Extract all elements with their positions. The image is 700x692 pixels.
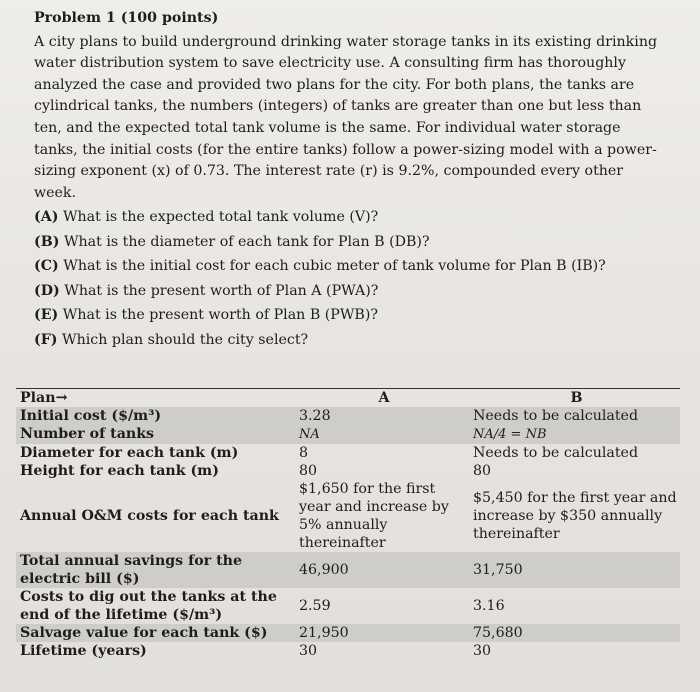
plan-a-value: 46,900 bbox=[295, 552, 469, 588]
question-tag: (E) bbox=[34, 307, 59, 324]
row-label: Lifetime (years) bbox=[20, 643, 147, 659]
plan-b-value: 3.16 bbox=[473, 598, 505, 614]
row-label: Initial cost ($/m³) bbox=[16, 407, 295, 425]
plan-b-value: Needs to be calculated bbox=[473, 445, 639, 461]
plan-b-value: Needs to be calculated bbox=[469, 407, 680, 425]
plan-a-value: 21,950 bbox=[295, 624, 469, 642]
plan-b-value: 75,680 bbox=[469, 624, 680, 642]
table-row bbox=[16, 462, 680, 480]
problem-paragraph: A city plans to build underground drinking water storage tanks in its existing drinking water distribution system to save electricity use. A consulting firm has thoroughly analyzed the case and provided two plans for the city. For both plans, the tanks are cylindrical tanks, the numbers (integers) of tanks are greater than one but less than ten, and the expected total tank volume is the same. For individual water storage tanks, the initial costs (for the entire tanks) follow a power-sizing model with a power-sizing exponent (x) of 0.73. The interest rate (r) is 9.2%, compounded every other week. bbox=[34, 33, 658, 201]
question-text: What is the initial cost for each cubic meter of tank volume for Plan B (IB)? bbox=[63, 258, 606, 275]
row-label: Total annual savings for the electric bill ($) bbox=[16, 552, 295, 588]
question-text: What is the expected total tank volume (V)? bbox=[62, 209, 379, 226]
row-label: Salvage value for each tank ($) bbox=[16, 624, 295, 642]
row-label: Annual O&M costs for each tank bbox=[20, 508, 279, 524]
question-b bbox=[34, 230, 664, 255]
question-tag: (D) bbox=[34, 282, 60, 299]
plan-a-tank-count: NA bbox=[299, 427, 320, 442]
header-label: Plan→ bbox=[20, 390, 68, 406]
plan-a-value: 2.59 bbox=[299, 598, 331, 614]
row-label: Diameter for each tank (m) bbox=[20, 445, 239, 461]
table-row bbox=[16, 624, 680, 642]
plan-a-value: 80 bbox=[299, 463, 318, 479]
row-label: Number of tanks bbox=[16, 425, 295, 444]
row-label: Height for each tank (m) bbox=[20, 463, 219, 479]
question-text: What is the diameter of each tank for Plan B (DB)? bbox=[63, 233, 430, 250]
plan-a-value: 8 bbox=[299, 445, 309, 461]
question-text: Which plan should the city select? bbox=[62, 331, 309, 348]
table-row bbox=[16, 642, 680, 660]
plan-comparison-table bbox=[16, 388, 680, 660]
row-label: Costs to dig out the tanks at the end of the lifetime ($/m³) bbox=[20, 589, 277, 623]
plan-b-value bbox=[469, 425, 680, 444]
question-text: What is the present worth of Plan B (PWB)? bbox=[62, 307, 378, 324]
question-tag: (C) bbox=[34, 258, 59, 275]
header-plan-a: A bbox=[378, 390, 390, 406]
question-tag: (F) bbox=[34, 331, 58, 348]
table-row bbox=[16, 444, 680, 462]
question-c bbox=[34, 254, 664, 279]
table-row bbox=[16, 588, 680, 624]
question-tag: (B) bbox=[34, 233, 60, 250]
question-f bbox=[34, 328, 664, 353]
table-header-row bbox=[16, 389, 680, 408]
plan-b-value: 31,750 bbox=[469, 552, 680, 588]
plan-b-value: $5,450 for the first year and increase by $350 annually thereinafter bbox=[473, 490, 677, 542]
question-list bbox=[34, 205, 664, 352]
problem-title: Problem 1 (100 points) bbox=[34, 10, 219, 26]
question-a bbox=[34, 205, 664, 230]
question-text: What is the present worth of Plan A (PWA)? bbox=[64, 282, 379, 299]
table-row bbox=[16, 407, 680, 425]
problem-statement bbox=[34, 8, 664, 352]
plan-a-value: 30 bbox=[299, 643, 318, 659]
plan-a-value: 3.28 bbox=[295, 407, 469, 425]
table-row bbox=[16, 552, 680, 588]
plan-a-value: $1,650 for the first year and increase by 5% annually thereinafter bbox=[299, 481, 449, 551]
plan-a-value bbox=[295, 425, 469, 444]
plan-b-value: 80 bbox=[473, 463, 492, 479]
plan-b-tank-count: NA/4 = NB bbox=[473, 427, 547, 442]
question-d bbox=[34, 279, 664, 304]
header-plan-b: B bbox=[570, 390, 583, 406]
table-row bbox=[16, 480, 680, 552]
question-e bbox=[34, 303, 664, 328]
plan-b-value: 30 bbox=[473, 643, 492, 659]
question-tag: (A) bbox=[34, 209, 59, 226]
table-row bbox=[16, 425, 680, 444]
